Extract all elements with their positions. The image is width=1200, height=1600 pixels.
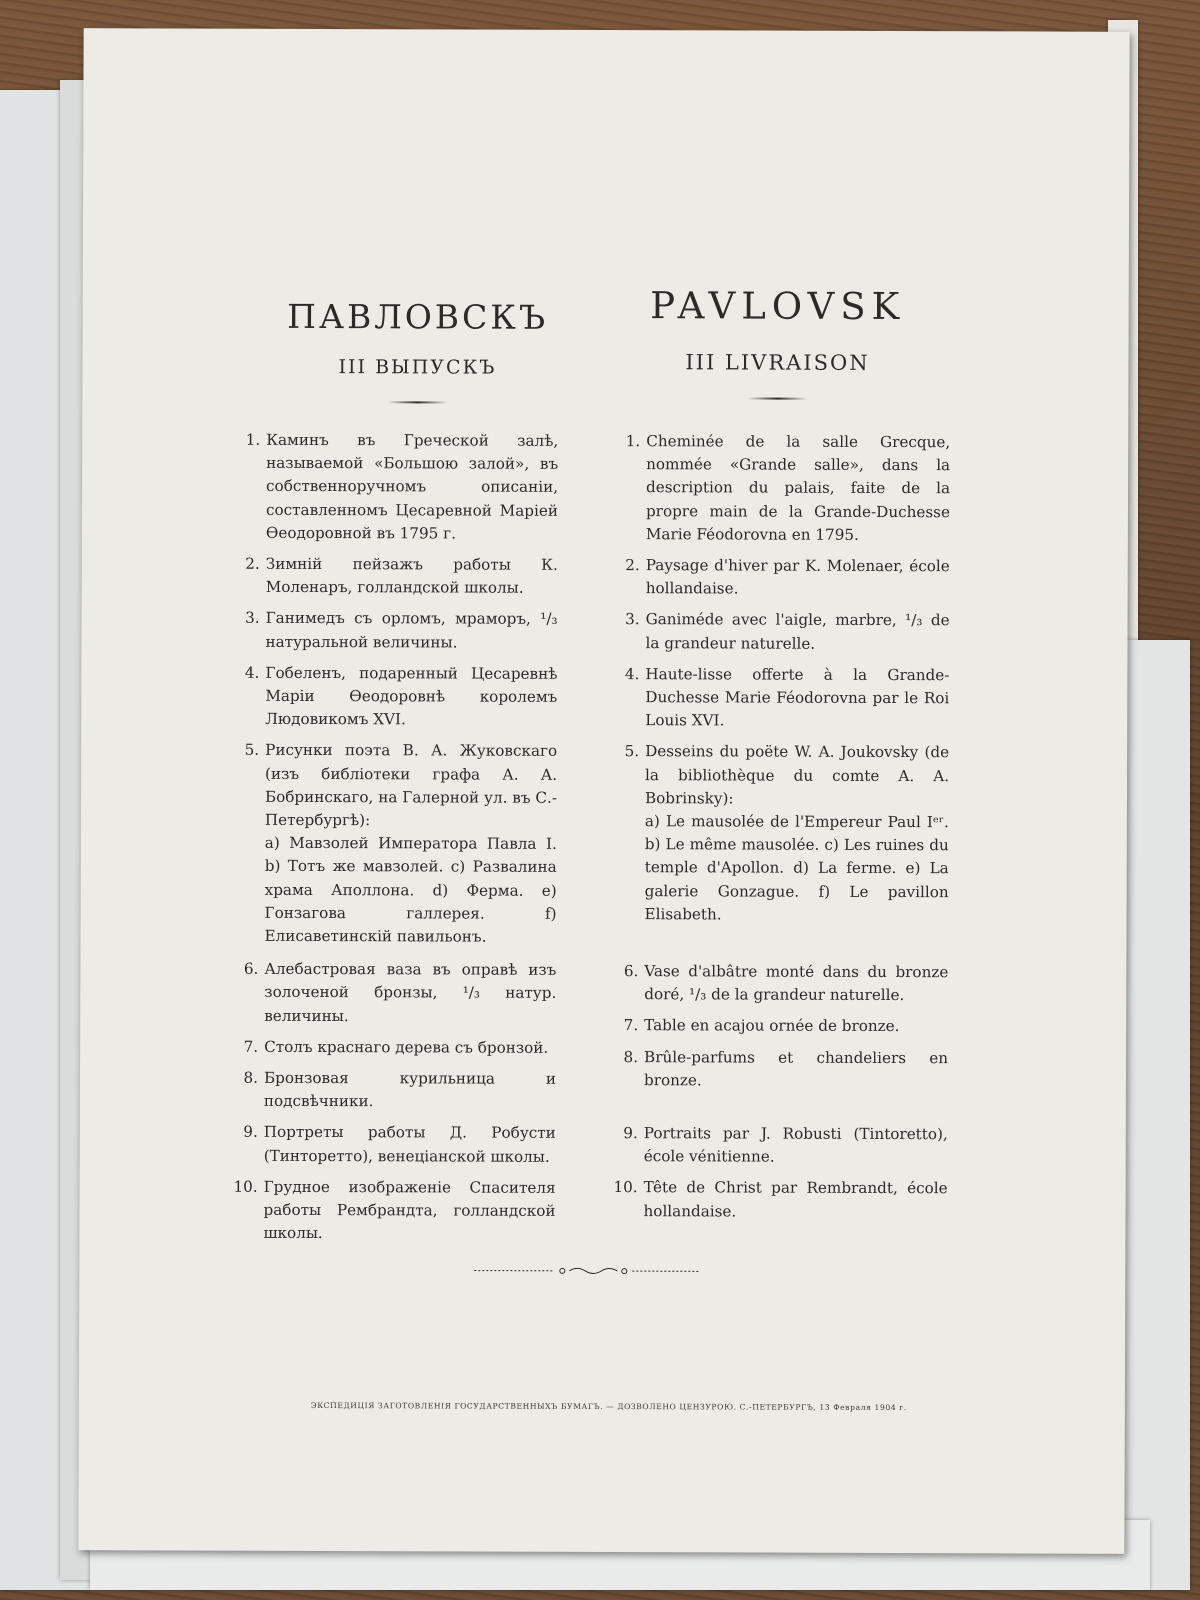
list-item — [601, 608, 949, 656]
list-item — [221, 607, 557, 655]
item-number: 8. — [623, 1047, 639, 1066]
item-text: Столъ краснаго дерева съ бронзой. — [264, 1037, 549, 1057]
item-text: Бронзовая курильница и подсвѣчники. — [263, 1068, 557, 1111]
list-item — [219, 1176, 555, 1247]
tail-ornament — [474, 1266, 700, 1277]
document-page — [78, 28, 1129, 1554]
contents-list-russian — [219, 429, 558, 1247]
contents-list-french — [599, 430, 950, 1224]
title-russian: ПАВЛОВСКЪ — [287, 296, 549, 337]
item-number: 10. — [613, 1178, 638, 1197]
item-text: Ganiméde avec l'aigle, marbre, ¹/₃ de la grandeur naturelle. — [645, 610, 950, 653]
list-item — [601, 663, 949, 734]
item-number: 4. — [244, 663, 260, 682]
list-item — [220, 1067, 556, 1115]
list-item — [600, 1014, 948, 1038]
item-number: 2. — [625, 556, 640, 575]
list-item — [600, 960, 948, 1008]
list-item — [599, 1176, 947, 1224]
item-number: 7. — [243, 1037, 259, 1056]
list-item — [220, 1036, 556, 1060]
list-item — [601, 810, 949, 927]
list-item — [600, 1046, 948, 1094]
item-number: 6. — [243, 960, 259, 979]
item-text: Portraits par J. Robusti (Tintoretto), école vénitienne. — [643, 1124, 948, 1166]
list-item — [220, 832, 556, 949]
list-item — [602, 430, 950, 547]
item-number: 8. — [243, 1068, 259, 1087]
item-number: 3. — [245, 609, 260, 628]
ornament-divider-russian — [387, 401, 447, 403]
item-number: 10. — [233, 1177, 258, 1196]
item-number: 4. — [624, 664, 640, 683]
list-item — [221, 661, 557, 732]
list-item — [220, 1121, 556, 1169]
item-number: 3. — [625, 610, 640, 629]
list-item — [220, 958, 556, 1029]
item-text: a) Le mausolée de l'Empereur Paul Iᵉʳ. b) Le même mausolée. c) Les ruines du temple d'Apollon. d) La ferme. e) La galerie Gonzague. f) Le pavillon Elisabeth. — [644, 812, 949, 924]
item-text: Tête de Christ par Rembrandt, école hollandaise. — [643, 1178, 948, 1221]
item-number: 5. — [624, 742, 640, 761]
item-text: Алебастровая ваза въ оправѣ изъ золоченой бронзы, ¹/₃ натур. величины. — [264, 960, 557, 1025]
ornament-divider-french — [747, 397, 807, 399]
item-text: Портреты работы Д. Робусти (Тинторетто), венеціанской школы. — [263, 1123, 556, 1166]
item-text: Зимній пейзажъ работы К. Моленаръ, голландской школы. — [265, 554, 558, 597]
background-folder-right — [1120, 640, 1190, 1590]
item-text: Каминъ въ Греческой залѣ, называемой «Большою залой», въ собственноручномъ описаніи, составленномъ Цесаревной Маріей Ѳеодоровной въ 1795 г. — [265, 430, 559, 543]
item-text: Ганимедъ съ орломъ, мраморъ, ¹/₃ натуральной величины. — [265, 609, 558, 652]
item-number: 2. — [245, 554, 260, 573]
item-number: 1. — [625, 432, 641, 451]
list-item — [222, 429, 558, 546]
list-item — [601, 740, 949, 811]
item-number: 9. — [623, 1124, 638, 1143]
list-item — [221, 739, 557, 833]
item-text: а) Мавзолей Императора Павла I. b) Тотъ же мавзолей. c) Развалина храма Аполлона. d) Ферма. e) Гонзагова галлерея. f) Елисаветинскій павильонъ. — [264, 834, 557, 946]
item-text: Table en acajou ornée de bronze. — [644, 1016, 900, 1036]
item-text: Cheminée de la salle Grecque, nommée «Grande salle», dans la description du palais, faite de la propre main de la Grande-Duchesse Marie Féodorovna en 1795. — [645, 432, 951, 544]
list-item — [602, 554, 950, 602]
list-item — [600, 1122, 948, 1170]
item-text: Грудное изображеніе Спасителя работы Рембрандта, голландской школы. — [263, 1177, 556, 1243]
item-number: 7. — [623, 1016, 639, 1035]
list-item — [222, 553, 558, 601]
item-text: Рисунки поэта В. А. Жуковскаго (изъ библіотеки графа А. А. Бобринскаго, на Галерной ул. въ С.-Петербургѣ): — [264, 741, 558, 830]
subtitle-french: III LIVRAISON — [685, 350, 870, 375]
item-text: Vase d'albâtre monté dans du bronze doré, ¹/₃ de la grandeur naturelle. — [644, 962, 949, 1005]
title-french: PAVLOVSK — [650, 284, 906, 329]
item-number: 5. — [244, 741, 260, 760]
item-text: Desseins du poëte W. A. Joukovsky (de la bibliothèque du comte A. A. Bobrinsky): — [644, 742, 950, 808]
item-number: 1. — [245, 430, 261, 449]
item-number: 6. — [623, 962, 639, 981]
subtitle-russian: III ВЫПУСКЪ — [338, 356, 497, 379]
item-text: Paysage d'hiver par K. Molenaer, école hollandaise. — [645, 556, 950, 598]
item-number: 9. — [243, 1123, 258, 1142]
item-text: Brûle-parfums et chandeliers en bronze. — [643, 1047, 949, 1090]
printer-imprint: ЭКСПЕДИЦІЯ ЗАГОТОВЛЕНІЯ ГОСУДАРСТВЕННЫХЪ БУМАГЪ. — ДОЗВОЛЕНО ЦЕНЗУРОЮ. С.-ПЕТЕРБУРГЪ, 13 Февраля 1904 г. — [310, 1400, 907, 1413]
item-text: Haute-lisse offerte à la Grande-Duchesse Marie Féodorovna par le Roi Louis XVI. — [645, 664, 950, 730]
item-text: Гобеленъ, подаренный Цесаревнѣ Маріи Ѳеодоровнѣ королемъ Людовикомъ XVI. — [265, 663, 558, 729]
